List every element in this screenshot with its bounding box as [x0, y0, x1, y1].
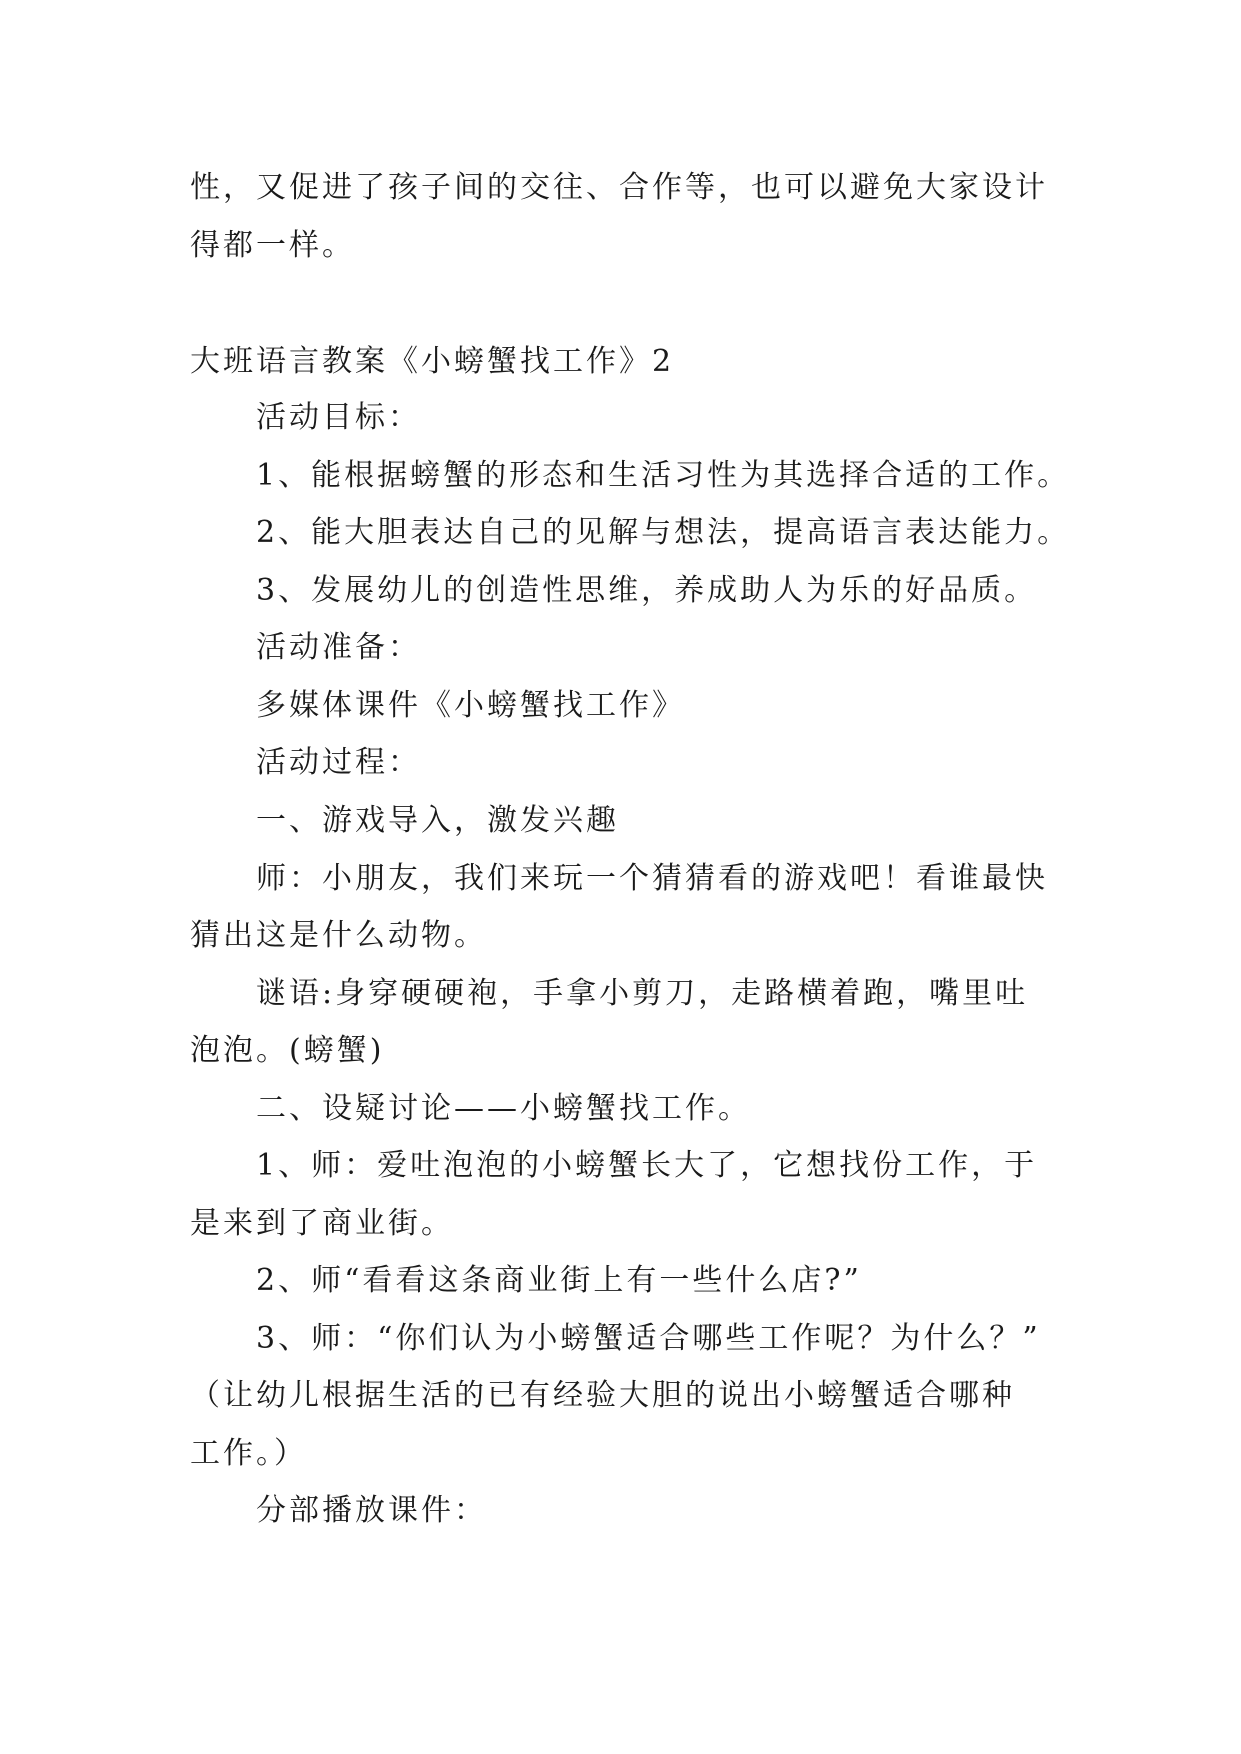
- paragraph-line: 1、师：爱吐泡泡的小螃蟹长大了，它想找份工作，于: [256, 1148, 1038, 1183]
- objective-item: 3、发展幼儿的创造性思维，养成助人为乐的好品质。: [256, 573, 1038, 608]
- heading-preparation: 活动准备：: [256, 630, 421, 665]
- heading-objectives: 活动目标：: [256, 400, 421, 435]
- process-step: 一、游戏导入，激发兴趣: [256, 803, 619, 838]
- paragraph-line: 师：小朋友，我们来玩一个猜猜看的游戏吧！看谁最快: [256, 861, 1048, 896]
- paragraph-line: 谜语:身穿硬硬袍，手拿小剪刀，走路横着跑，嘴里吐: [256, 976, 1029, 1011]
- section-title: 大班语言教案《小螃蟹找工作》2: [190, 344, 675, 379]
- paragraph-line: 性，又促进了孩子间的交往、合作等，也可以避免大家设计: [190, 170, 1048, 205]
- heading-process: 活动过程：: [256, 745, 421, 780]
- process-step: 二、设疑讨论——小螃蟹找工作。: [256, 1091, 751, 1126]
- paragraph-line: 得都一样。: [190, 228, 355, 263]
- paragraph-line: 分部播放课件：: [256, 1493, 487, 1528]
- paragraph-line: 猜出这是什么动物。: [190, 918, 487, 953]
- paragraph-line: 3、师：“你们认为小螃蟹适合哪些工作呢？为什么？”: [256, 1321, 1041, 1356]
- objective-item: 1、能根据螃蟹的形态和生活习性为其选择合适的工作。: [256, 458, 1071, 493]
- paragraph-line: 是来到了商业街。: [190, 1206, 454, 1241]
- paragraph-line: 工作。）: [190, 1436, 307, 1471]
- paragraph-line: （让幼儿根据生活的已有经验大胆的说出小螃蟹适合哪种: [190, 1378, 1015, 1413]
- paragraph-line: 泡泡。(螃蟹): [190, 1033, 385, 1068]
- objective-item: 2、能大胆表达自己的见解与想法，提高语言表达能力。: [256, 515, 1071, 550]
- preparation-item: 多媒体课件《小螃蟹找工作》: [256, 688, 685, 723]
- paragraph-line: 2、师“看看这条商业街上有一些什么店?”: [256, 1263, 862, 1298]
